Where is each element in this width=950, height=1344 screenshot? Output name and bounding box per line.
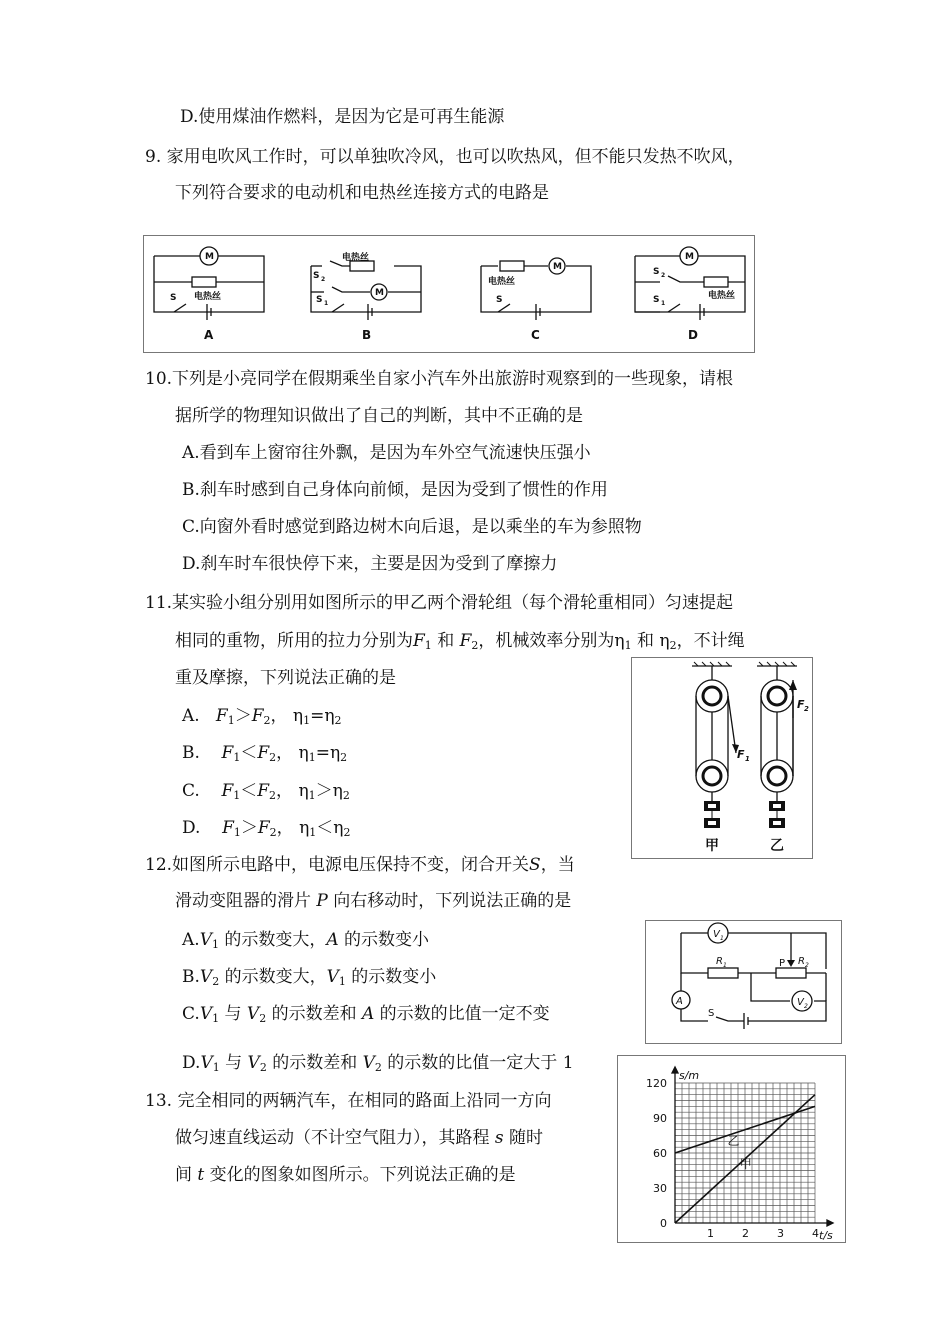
force-f2-label: F <box>797 698 805 711</box>
motor-label-a: M <box>205 252 214 262</box>
switch-s2-label-b: S <box>313 271 320 281</box>
x-tick-label: 4 <box>812 1227 819 1240</box>
q11-pulley-figure <box>631 657 813 859</box>
voltmeter-v1-label: V <box>713 929 720 940</box>
y-tick-label: 60 <box>653 1147 667 1160</box>
q12-option-c: $C.V_1$ 与 $V_2$ 的示数差和 A 的示数的比值一定不变 <box>182 1004 550 1025</box>
heater-label-d: 电热丝 <box>708 291 736 301</box>
q12-stem-line1: 12.如图所示电路中，电源电压保持不变，闭合开关S，当 <box>145 855 575 875</box>
q10-option-c: C.向窗外看时感觉到路边树木向后退，是以乘坐的车为参照物 <box>182 517 642 537</box>
force-f1-label: F <box>737 748 745 761</box>
circuit-label-d: D <box>688 328 698 342</box>
y-tick-label: 90 <box>653 1112 667 1125</box>
q12-circuit-figure <box>645 920 842 1044</box>
label-jia: 甲 <box>705 838 719 854</box>
switch-s1-label-d: S <box>653 295 660 305</box>
q10-option-b: B.刹车时感到自己身体向前倾，是因为受到了惯性的作用 <box>182 480 608 500</box>
svg-text:1: 1 <box>723 962 727 969</box>
heater-label-c: 电热丝 <box>488 277 516 287</box>
q11-stem-line2: 相同的重物，所用的拉力分别为$F_1$ 和 $F_2$，机械效率分别为$\eta_1$ 和 $\eta_2$，不计绳 <box>175 631 745 652</box>
q12-option-b: $B.V_2$ 的示数变大，$V_1$ 的示数变小 <box>182 967 437 988</box>
q10-option-d: D.刹车时车很快停下来，主要是因为受到了摩擦力 <box>182 554 558 574</box>
motor-label-d: M <box>685 252 694 262</box>
q9-stem-line2: 下列符合要求的电动机和电热丝连接方式的电路是 <box>175 183 549 203</box>
q11-stem-line3: 重及摩擦，下列说法正确的是 <box>175 668 396 688</box>
slider-p-label: P <box>779 958 786 969</box>
q11-stem-line1: 11.某实验小组分别用如图所示的甲乙两个滑轮组（每个滑轮重相同）匀速提起 <box>145 593 734 613</box>
switch-label-c: S <box>496 295 503 305</box>
svg-text:2: 2 <box>804 705 809 713</box>
y-tick-label: 30 <box>653 1182 667 1195</box>
q9-circuit-figure <box>143 235 755 353</box>
series-label-yi: 乙 <box>727 1133 740 1148</box>
q11-option-a: A. $F_1>F_2$， $\eta_1=\eta_2$ <box>182 706 342 727</box>
y-axis-label: s/m <box>679 1069 700 1082</box>
q10-option-a: A.看到车上窗帘往外飘，是因为车外空气流速快压强小 <box>182 443 591 463</box>
circuit-label-b: B <box>362 328 372 342</box>
q13-stem-line2: 做匀速直线运动（不计空气阻力），其路程 s 随时 <box>175 1128 544 1148</box>
q8-option-d: D.使用煤油作燃料，是因为它是可再生能源 <box>180 107 505 127</box>
label-yi: 乙 <box>770 838 784 854</box>
circuit-label-a: A <box>204 328 214 342</box>
motor-label-b: M <box>375 288 384 298</box>
ammeter-label: A <box>676 996 683 1007</box>
x-axis-arrow <box>827 1220 833 1226</box>
q9-stem-line1: 9. 家用电吹风工作时，可以单独吹冷风，也可以吹热风，但不能只发热不吹风， <box>145 147 745 167</box>
q13-st-graph <box>617 1055 846 1243</box>
y-tick-label: 0 <box>660 1217 667 1230</box>
svg-text:2: 2 <box>321 276 326 283</box>
q10-stem-line1: 10.下列是小亮同学在假期乘坐自家小汽车外出旅游时观察到的一些现象，请根 <box>145 369 734 389</box>
circuit-label-c: C <box>531 328 540 342</box>
switch-s-label: S <box>708 1008 715 1019</box>
svg-text:1: 1 <box>745 755 750 763</box>
q11-option-c: C. $F_1<F_2$， $\eta_1>\eta_2$ <box>182 781 350 802</box>
q11-pulley-svg <box>632 658 812 858</box>
switch-label-a: S <box>170 293 177 303</box>
x-tick-label: 3 <box>777 1227 784 1240</box>
heater-label-a: 电热丝 <box>194 292 222 302</box>
y-axis-arrow <box>672 1067 678 1073</box>
svg-text:1: 1 <box>324 300 329 307</box>
q11-option-d: D. $F_1>F_2$， $\eta_1<\eta_2$ <box>182 818 351 839</box>
switch-s2-label-d: S <box>653 267 660 277</box>
motor-label-c: M <box>553 262 562 272</box>
q13-stem-line3: 间 t 变化的图象如图所示。下列说法正确的是 <box>175 1165 516 1185</box>
q9-circuits-svg <box>144 236 754 352</box>
q12-stem-line2: 滑动变阻器的滑片 P 向右移动时，下列说法正确的是 <box>175 891 572 911</box>
q13-stem-line1: 13. 完全相同的两辆汽车，在相同的路面上沿同一方向 <box>145 1091 552 1111</box>
voltmeter-v2-label: V <box>797 997 804 1008</box>
resistor-r2-label: R <box>798 956 805 967</box>
st-chart-svg <box>618 1056 845 1242</box>
q12-circuit-svg <box>646 921 841 1043</box>
svg-text:2: 2 <box>804 1003 808 1010</box>
svg-text:1: 1 <box>720 935 724 942</box>
resistor-r1-label: R <box>716 956 723 967</box>
q10-stem-line2: 据所学的物理知识做出了自己的判断，其中不正确的是 <box>175 406 583 426</box>
svg-text:1: 1 <box>661 300 666 307</box>
q12-option-d: $D.V_1$ 与 $V_2$ 的示数差和 $V_2$ 的示数的比值一定大于 1 <box>182 1053 574 1074</box>
switch-s1-label-b: S <box>316 295 323 305</box>
x-tick-label: 1 <box>707 1227 714 1240</box>
heater-label-b: 电热丝 <box>342 253 370 263</box>
series-label-jia: 甲 <box>739 1157 752 1172</box>
x-axis-label: t/s <box>819 1229 833 1242</box>
svg-text:2: 2 <box>805 962 809 969</box>
q11-option-b: B. $F_1<F_2$， $\eta_1=\eta_2$ <box>182 743 348 764</box>
y-tick-label: 120 <box>646 1077 667 1090</box>
x-tick-label: 2 <box>742 1227 749 1240</box>
q12-option-a: $A.V_1$ 的示数变大，A 的示数变小 <box>182 930 430 951</box>
svg-text:2: 2 <box>661 272 666 279</box>
